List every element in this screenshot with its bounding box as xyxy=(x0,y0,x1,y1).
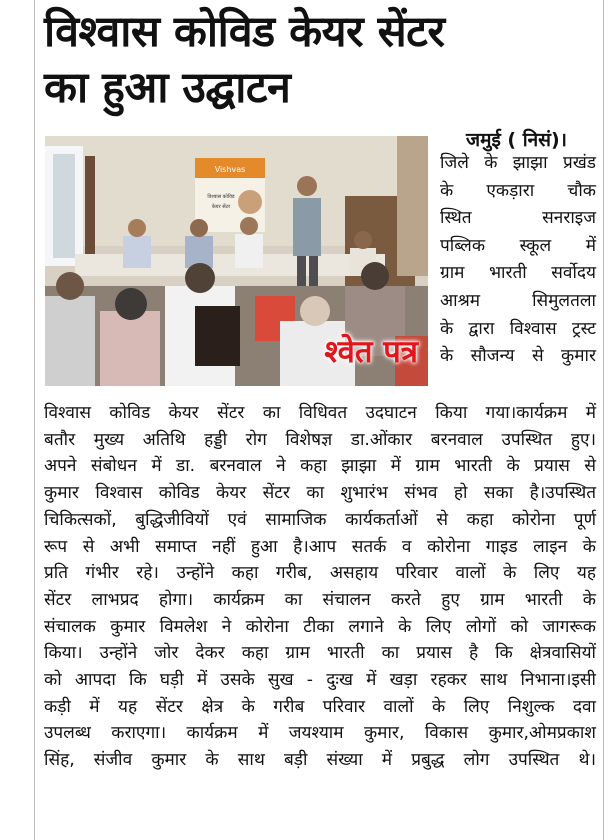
banner-text-3: केयर सेंटर xyxy=(211,204,231,210)
body-line: कड़ी में यह सेंटर क्षेत्र के गरीब परिवार वालों के लिए निशुल्क दवा xyxy=(44,696,596,717)
body-line: सिंह, संजीव कुमार के साथ बड़ी संख्या में प्रबुद्ध लोग उपस्थित थे। xyxy=(44,750,596,771)
body-line: उपलब्ध कराएगा। कार्यक्रम में जयश्याम कुमार, विकास कुमार,ओमप्रकाश xyxy=(44,723,596,744)
body-side-line: के एकड़ारा चौक xyxy=(440,180,596,201)
column-rule-left xyxy=(34,0,35,840)
body-line: सेंटर लाभप्रद होगा। कार्यक्रम का संचालन करते हुए ग्राम भारती के xyxy=(44,589,596,610)
body-line: बतौर मुख्य अतिथि हड्डी रोग विशेषज्ञ डा.ओंकार बरनवाल उपस्थित हुए। xyxy=(44,429,596,450)
body-line: किया। उन्होंने जोर देकर कहा ग्राम भारती का प्रयास है कि क्षेत्रवासियों xyxy=(44,643,596,664)
banner-text-2: विश्वास कोविड xyxy=(207,194,235,200)
column-rule-right xyxy=(603,0,604,840)
event-photo xyxy=(45,136,428,386)
article-headline xyxy=(44,4,604,116)
dateline: जमुई ( निसं)। xyxy=(466,129,567,151)
body-line: चिकित्सकों, बुद्धिजीवियों एवं सामाजिक कार्यकर्ताओं से कहा कोरोना पूर्ण xyxy=(44,509,596,530)
body-line: कुमार विश्वास कोविड केयर सेंटर का शुभारंभ संभव हो सका है।उपस्थित xyxy=(44,483,596,504)
body-line: को आपदा कि घड़ी में उसके सुख - दुःख में खड़ा रहकर साथ निभाना।इसी xyxy=(44,670,596,690)
shvet-patra-watermark: श्वेत पत्र xyxy=(324,334,418,370)
body-side-line: आश्रम सिमुलतला xyxy=(440,291,596,311)
body-side-line: पब्लिक स्कूल में xyxy=(440,235,596,256)
body-line: प्रति गंभीर रहे। उन्होंने कहा गरीब, असहाय परिवार वालों के लिए यह xyxy=(44,563,596,584)
body-side-line: के सौजन्य से कुमार xyxy=(440,346,596,367)
body-side-line: के द्वारा विश्वास ट्रस्ट xyxy=(440,318,596,339)
banner-text-1: Vishvas xyxy=(214,165,246,174)
body-side-line: जिले के झाझा प्रखंड xyxy=(440,153,596,173)
body-line: संचालक कुमार विमलेश ने कोरोना टीका लगाने के लिए लोगों को जागरूक xyxy=(44,616,596,637)
body-line: रूप से अभी समाप्त नहीं हुआ है।आप सतर्क व कोरोना गाइड लाइन के xyxy=(44,536,596,557)
body-line: विश्वास कोविड केयर सेंटर का विधिवत उदघाटन किया गया।कार्यक्रम में xyxy=(44,403,596,423)
headline-line-1: विश्वास कोविड केयर सेंटर xyxy=(44,7,445,57)
body-side-line: स्थित सनराइज xyxy=(440,208,596,229)
body-side-line: ग्राम भारती सर्वोदय xyxy=(440,263,596,284)
headline-line-2: का हुआ उद्घाटन xyxy=(44,63,291,113)
body-line: अपने संबोधन में डा. बरनवाल ने कहा झाझा में ग्राम भारती के प्रयास से xyxy=(44,456,596,477)
